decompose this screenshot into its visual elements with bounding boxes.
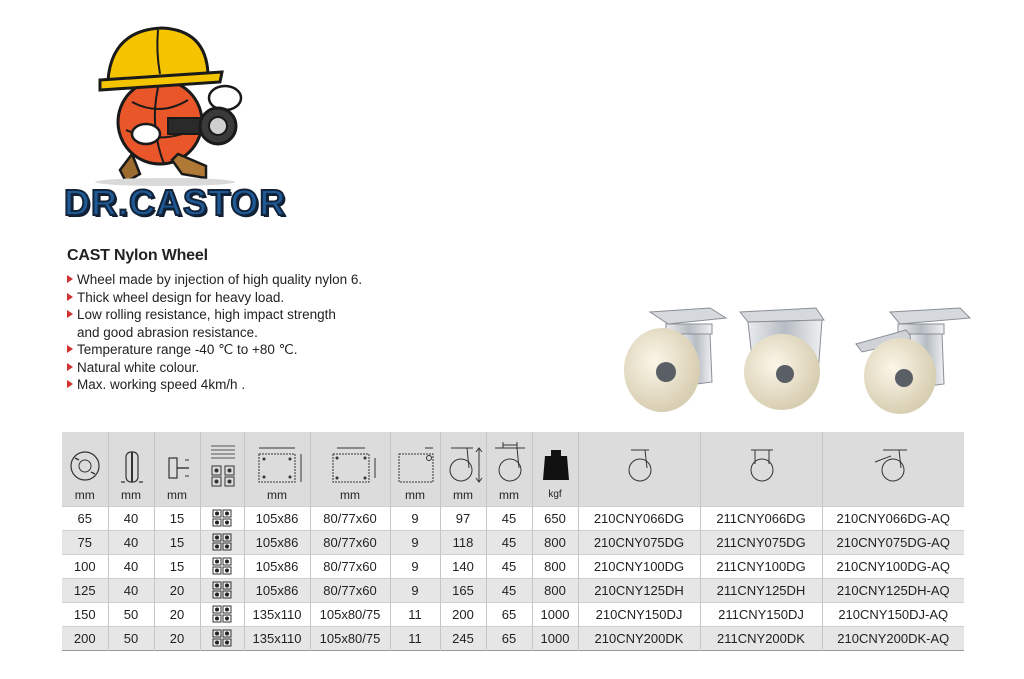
caster-product-images [610, 300, 980, 420]
cell-bolt-hole-spacing: 105x80/75 [310, 626, 390, 650]
cell-bolt-hole-spacing: 80/77x60 [310, 506, 390, 530]
cell-plate-size: 105x86 [244, 578, 310, 602]
cell-brake-model: 210CNY066DG-AQ [822, 506, 964, 530]
cell-brake-model: 210CNY075DG-AQ [822, 530, 964, 554]
cell-load-capacity: 1000 [532, 626, 578, 650]
bolt-pattern-icon [212, 533, 232, 551]
cell-bolt-hole-diameter: 9 [390, 530, 440, 554]
cell-bolt-hole-diameter: 9 [390, 578, 440, 602]
cell-brake-model: 210CNY100DG-AQ [822, 554, 964, 578]
swivel-caster-icon [579, 438, 701, 488]
feature-item: Wheel made by injection of high quality nylon 6. [66, 271, 426, 289]
cell-wheel-width: 40 [108, 578, 154, 602]
top-plate-icon [245, 438, 311, 488]
cell-swivel-model: 210CNY075DG [578, 530, 700, 554]
wheel-width-icon [109, 438, 155, 488]
brake-caster-image [856, 308, 970, 414]
table-header-row [62, 432, 964, 506]
bolt-pattern-icon [201, 438, 245, 488]
cell-overall-height: 200 [440, 602, 486, 626]
feature-list [66, 271, 426, 394]
col-offset: mm [154, 432, 200, 506]
bolt-pattern-icon [212, 605, 232, 623]
cell-wheel-diameter: 65 [77, 510, 92, 526]
swivel-caster-image [624, 308, 726, 412]
col-brake-caster [822, 432, 964, 506]
cell-wheel-diameter: 75 [77, 534, 92, 550]
cell-plate-size: 105x86 [244, 506, 310, 530]
cell-swivel-offset: 65 [486, 626, 532, 650]
load-weight-icon [533, 438, 579, 488]
bolt-hole-diameter-icon [391, 438, 441, 488]
cell-wheel-width: 40 [108, 554, 154, 578]
feature-item: Thick wheel design for heavy load. [66, 289, 426, 307]
cell-wheel-width: 50 [108, 626, 154, 650]
cell-fixed-model: 211CNY200DK [700, 626, 822, 650]
col-bolt-pattern [200, 432, 244, 506]
cell-bolt-pattern [200, 530, 244, 554]
cell-fixed-model: 211CNY150DJ [700, 602, 822, 626]
cell-wheel-width: 50 [108, 602, 154, 626]
cell-load-capacity: 1000 [532, 602, 578, 626]
cell-wheel-diameter: 125 [73, 582, 96, 598]
cell-fixed-model: 211CNY075DG [700, 530, 822, 554]
fixed-caster-image [740, 308, 824, 410]
cell-bolt-hole-spacing: 105x80/75 [310, 602, 390, 626]
cell-fixed-model: 211CNY125DH [700, 578, 822, 602]
cell-fixed-model: 211CNY100DG [700, 554, 822, 578]
cell-plate-size: 105x86 [244, 530, 310, 554]
cell-bolt-hole-spacing: 80/77x60 [310, 530, 390, 554]
col-swivel-offset: mm [486, 432, 532, 506]
cell-load-capacity: 800 [532, 530, 578, 554]
col-load-capacity: kgf [532, 432, 578, 506]
cell-swivel-offset: 45 [486, 554, 532, 578]
feature-item: Max. working speed 4km/h . [66, 376, 426, 394]
cell-bolt-pattern [200, 578, 244, 602]
cell-swivel-offset: 45 [486, 578, 532, 602]
cell-bolt-hole-diameter: 11 [390, 602, 440, 626]
cell-swivel-model: 210CNY125DH [578, 578, 700, 602]
offset-icon [155, 438, 201, 488]
cell-wheel-diameter: 200 [73, 630, 96, 646]
col-wheel-diameter: mm [62, 432, 108, 506]
col-fixed-caster [700, 432, 822, 506]
cell-swivel-model: 210CNY066DG [578, 506, 700, 530]
cell-load-capacity: 800 [532, 554, 578, 578]
cell-swivel-offset: 65 [486, 602, 532, 626]
cell-bolt-pattern [200, 554, 244, 578]
feature-item: Natural white colour. [66, 359, 426, 377]
overall-height-icon [441, 438, 487, 488]
brand-name: DR.CASTOR [64, 182, 287, 223]
cell-overall-height: 118 [440, 530, 486, 554]
swivel-offset-icon [487, 438, 533, 488]
cell-overall-height: 245 [440, 626, 486, 650]
col-bolt-hole-diameter: mm [390, 432, 440, 506]
cell-offset: 15 [154, 506, 200, 530]
col-overall-height: mm [440, 432, 486, 506]
cell-offset: 15 [154, 554, 200, 578]
table-row [62, 602, 964, 626]
cell-offset: 20 [154, 602, 200, 626]
wheel-diameter-icon [62, 438, 108, 488]
col-wheel-width: mm [108, 432, 154, 506]
cell-plate-size: 135x110 [244, 626, 310, 650]
cell-bolt-hole-diameter: 9 [390, 554, 440, 578]
table-row [62, 626, 964, 650]
cell-swivel-model: 210CNY200DK [578, 626, 700, 650]
cell-load-capacity: 650 [532, 506, 578, 530]
bolt-pattern-icon [212, 557, 232, 575]
col-swivel-caster [578, 432, 700, 506]
table-row [62, 554, 964, 578]
cell-wheel-diameter: 150 [73, 606, 96, 622]
feature-item: Low rolling resistance, high impact strength and good abrasion resistance. [66, 306, 426, 341]
cell-wheel-diameter: 100 [73, 558, 96, 574]
cell-plate-size: 105x86 [244, 554, 310, 578]
cell-wheel-width: 40 [108, 506, 154, 530]
cell-overall-height: 165 [440, 578, 486, 602]
cell-bolt-hole-spacing: 80/77x60 [310, 578, 390, 602]
bolt-pattern-icon [212, 581, 232, 599]
cell-offset: 20 [154, 578, 200, 602]
spec-table [62, 432, 964, 651]
cell-brake-model: 210CNY200DK-AQ [822, 626, 964, 650]
bolt-hole-spacing-icon [311, 438, 391, 488]
col-bolt-hole-spacing: mm [310, 432, 390, 506]
cell-offset: 20 [154, 626, 200, 650]
cell-load-capacity: 800 [532, 578, 578, 602]
cell-plate-size: 135x110 [244, 602, 310, 626]
cell-bolt-hole-diameter: 9 [390, 506, 440, 530]
cell-bolt-pattern [200, 602, 244, 626]
bolt-pattern-icon [212, 629, 232, 647]
cell-brake-model: 210CNY150DJ-AQ [822, 602, 964, 626]
table-row [62, 506, 964, 530]
cell-fixed-model: 211CNY066DG [700, 506, 822, 530]
cell-offset: 15 [154, 530, 200, 554]
cell-bolt-hole-spacing: 80/77x60 [310, 554, 390, 578]
cell-swivel-model: 210CNY150DJ [578, 602, 700, 626]
cell-bolt-pattern [200, 626, 244, 650]
table-row [62, 578, 964, 602]
feature-item: Temperature range -40 ℃ to +80 ℃. [66, 341, 426, 359]
cell-swivel-offset: 45 [486, 530, 532, 554]
product-title: CAST Nylon Wheel [67, 247, 208, 264]
cell-overall-height: 97 [440, 506, 486, 530]
fixed-caster-icon [701, 438, 823, 488]
bolt-pattern-icon [212, 509, 232, 527]
col-top-plate: mm [244, 432, 310, 506]
cell-bolt-pattern [200, 506, 244, 530]
brake-caster-icon [823, 438, 965, 488]
cell-bolt-hole-diameter: 11 [390, 626, 440, 650]
table-row [62, 530, 964, 554]
cell-brake-model: 210CNY125DH-AQ [822, 578, 964, 602]
spec-table-body [62, 506, 964, 650]
cell-swivel-model: 210CNY100DG [578, 554, 700, 578]
cell-wheel-width: 40 [108, 530, 154, 554]
cell-swivel-offset: 45 [486, 506, 532, 530]
cell-overall-height: 140 [440, 554, 486, 578]
